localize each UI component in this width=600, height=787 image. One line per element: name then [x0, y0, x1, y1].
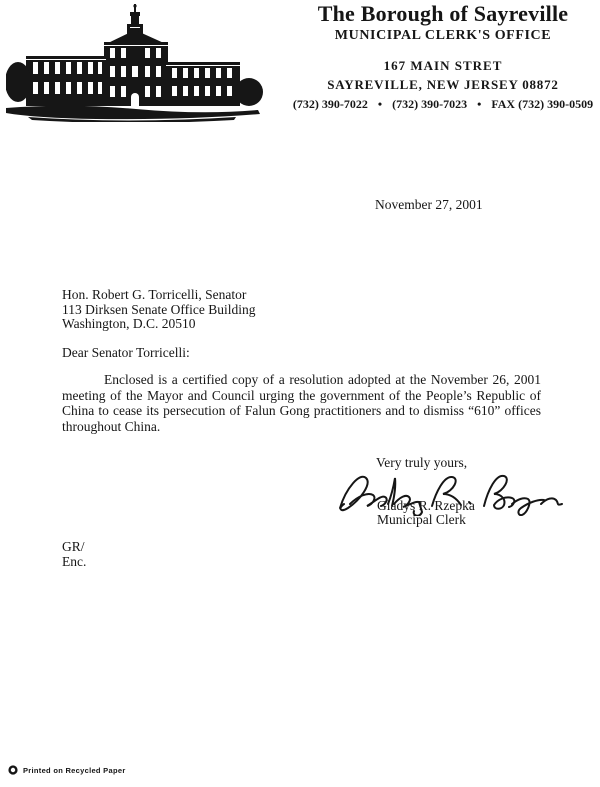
reference-block	[62, 540, 86, 569]
signer-title: Municipal Clerk	[377, 512, 466, 527]
recipient-name: Hon. Robert G. Torricelli, Senator	[62, 287, 247, 302]
phone-number-2: (732) 390-7023	[392, 97, 468, 111]
reference-initials: GR/	[62, 539, 85, 554]
letterhead-address-line-1: 167 MAIN STRET	[383, 58, 503, 73]
bullet-separator: •	[477, 97, 482, 111]
footer	[8, 765, 126, 775]
letterhead-address-line-2: SAYREVILLE, NEW JERSEY 08872	[327, 77, 559, 92]
phone-number-1: (732) 390-7022	[292, 97, 368, 111]
valediction: Very truly yours,	[376, 455, 468, 470]
recycle-icon	[8, 765, 18, 775]
fax-number: FAX (732) 390-0509	[491, 97, 594, 111]
letterhead-office-name: MUNICIPAL CLERK'S OFFICE	[334, 28, 552, 43]
bullet-separator: •	[377, 97, 383, 111]
enclosure-note: Enc.	[62, 553, 87, 569]
recipient-address-line-2: Washington, D.C. 20510	[62, 316, 196, 331]
borough-hall-illustration	[6, 4, 264, 122]
recipient-address-block	[62, 288, 255, 332]
letterhead-phone-line	[288, 97, 598, 112]
recycled-paper-note: Printed on Recycled Paper	[23, 765, 126, 775]
typed-signer-name: Gladys R. Rzepka	[377, 498, 475, 513]
recipient-address-line-1: 113 Dirksen Senate Office Building	[62, 301, 256, 317]
body-paragraph: Enclosed is a certified copy of a resolution adopted at the November 26, 2001 meeting of the Mayor and Council urging the government of the People’s Republic of China to cease its persecution of Falun Gong practitioners and to dismiss “610” offices throughout China.	[62, 372, 541, 434]
salutation: Dear Senator Torricelli:	[62, 345, 190, 360]
letterhead-title: The Borough of Sayreville	[317, 1, 569, 26]
date-line: November 27, 2001	[375, 197, 483, 212]
letterhead	[288, 2, 598, 112]
